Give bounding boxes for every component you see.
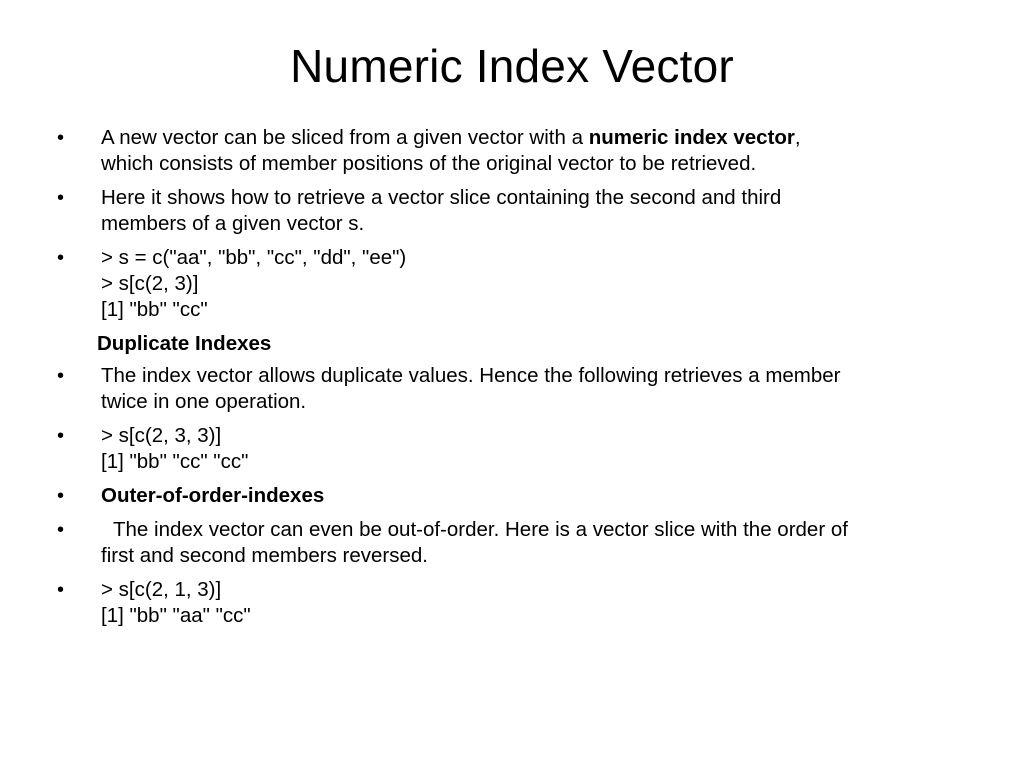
subheading-duplicate-indexes: Duplicate Indexes bbox=[97, 332, 272, 355]
bullet-line bbox=[101, 125, 984, 151]
subheading-out-of-order: Outer-of-order-indexes bbox=[101, 484, 325, 507]
code-line: > s[c(2, 1, 3)] bbox=[101, 578, 222, 601]
bullet-line: which consists of member positions of the original vector to be retrieved. bbox=[101, 152, 757, 175]
bullet-icon: • bbox=[57, 247, 65, 269]
code-bullet-item bbox=[54, 245, 984, 323]
bullet-icon: • bbox=[57, 365, 65, 387]
bullet-text: , bbox=[794, 126, 801, 149]
bullet-item bbox=[54, 483, 984, 509]
bullet-item bbox=[54, 363, 984, 415]
bullet-icon: • bbox=[57, 579, 65, 601]
code-bullet-item bbox=[54, 577, 984, 629]
code-output-line: [1] "bb" "cc" bbox=[101, 298, 208, 321]
bullet-line: Here it shows how to retrieve a vector slice containing the second and third bbox=[101, 186, 782, 209]
bullet-item bbox=[54, 517, 984, 569]
code-output-line: [1] "bb" "aa" "cc" bbox=[101, 604, 251, 627]
code-output-line: [1] "bb" "cc" "cc" bbox=[101, 450, 249, 473]
subheading-item bbox=[54, 331, 984, 357]
slide-title: Numeric Index Vector bbox=[290, 40, 734, 92]
bullet-line: The index vector can even be out-of-order. Here is a vector slice with the order of bbox=[113, 518, 848, 541]
bullet-icon: • bbox=[57, 187, 65, 209]
bullet-line: members of a given vector s. bbox=[101, 212, 365, 235]
bullet-icon: • bbox=[57, 425, 65, 447]
code-line: > s[c(2, 3, 3)] bbox=[101, 424, 222, 447]
code-line: > s = c("aa", "bb", "cc", "dd", "ee") bbox=[101, 246, 407, 269]
bullet-line: first and second members reversed. bbox=[101, 544, 428, 567]
code-line: > s[c(2, 3)] bbox=[101, 272, 199, 295]
bold-term: numeric index vector bbox=[588, 126, 795, 149]
bullet-icon: • bbox=[57, 519, 65, 541]
bullet-text: A new vector can be sliced from a given vector with a bbox=[101, 126, 589, 149]
bullet-line: The index vector allows duplicate values. Hence the following retrieves a member bbox=[101, 364, 841, 387]
slide-content bbox=[54, 125, 984, 637]
code-bullet-item bbox=[54, 423, 984, 475]
bullet-item bbox=[54, 125, 984, 177]
bullet-line: twice in one operation. bbox=[101, 390, 307, 413]
bullet-item bbox=[54, 185, 984, 237]
bullet-icon: • bbox=[57, 485, 65, 507]
bullet-icon: • bbox=[57, 127, 65, 149]
